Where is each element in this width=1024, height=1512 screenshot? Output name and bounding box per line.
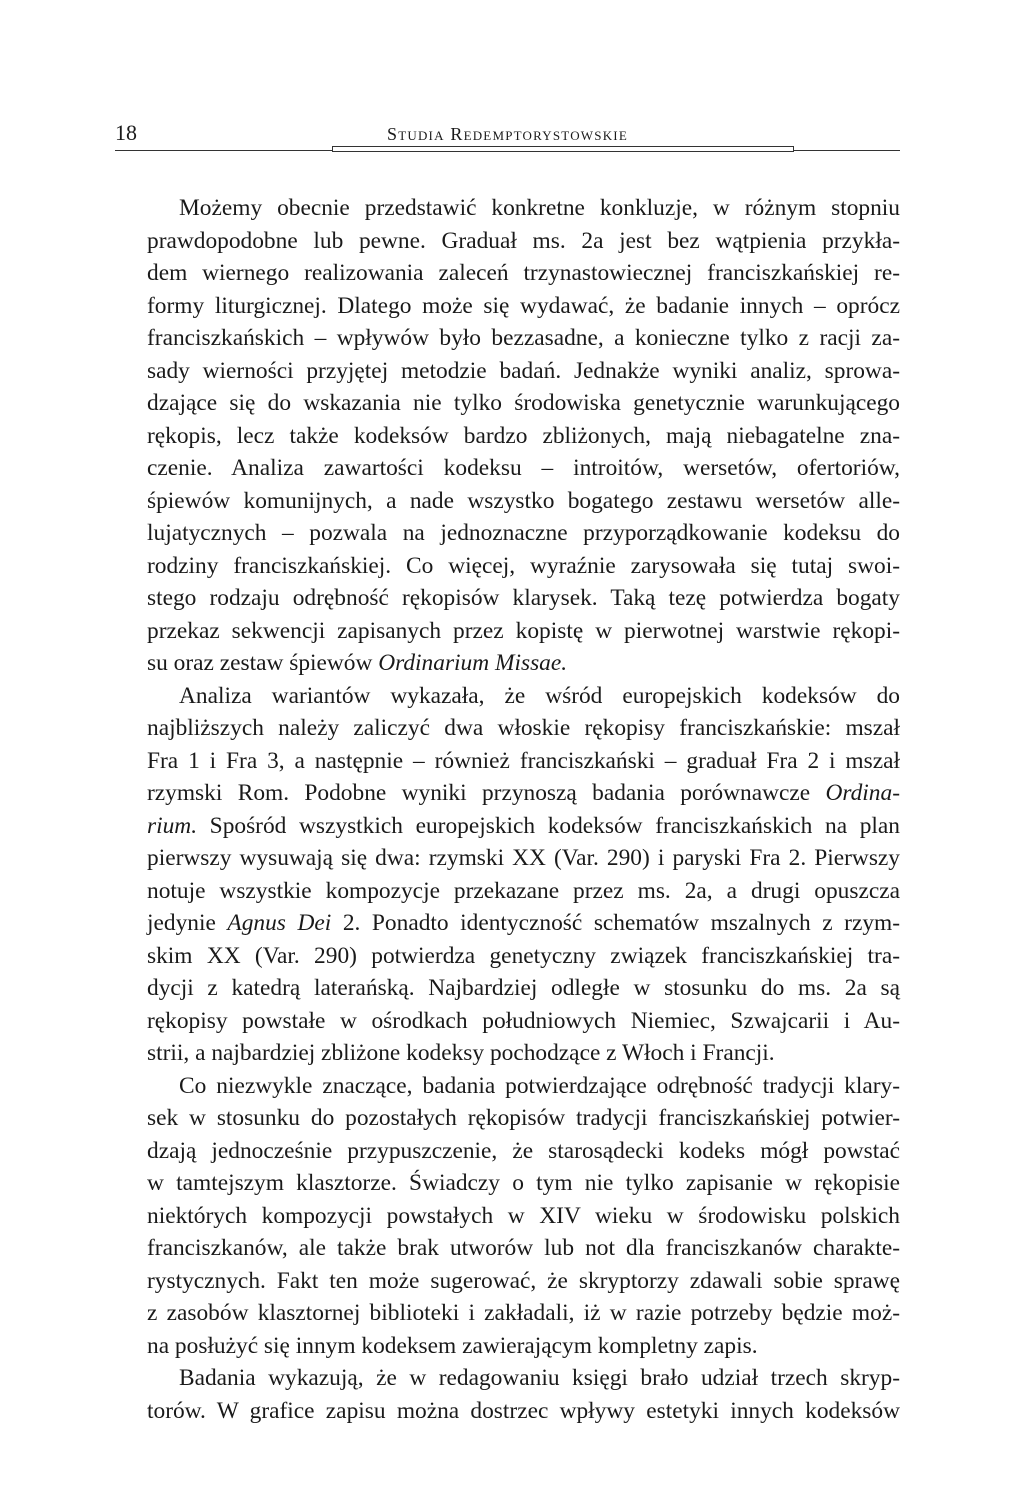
text-line — [115, 940, 900, 973]
text-segment: Spośród wszystkich europejskich kodeksów franciszkańskich na plan — [197, 812, 900, 839]
text-line — [115, 387, 900, 420]
text-segment: Możemy obecnie przedstawić konkretne konkluzje, w różnym stopniu — [179, 195, 900, 221]
text-segment: skim XX (Var. 290) potwierdza genetyczny związek franciszkańskiej tra- — [147, 942, 900, 969]
text-segment: dzają jednocześnie przypuszczenie, że starosądecki kodeks mógł powstać — [147, 1137, 900, 1164]
text-segment: na posłużyć się innym kodeksem zawierającym kompletny zapis. — [147, 1332, 758, 1359]
text-segment: Co niezwykle znaczące, badania potwierdzające odrębność tradycji klary- — [179, 1072, 900, 1099]
text-line — [115, 1167, 900, 1200]
text-segment: Analiza wariantów wykazała, że wśród europejskich kodeksów do — [179, 682, 900, 709]
text-segment: rękopisy powstałe w ośrodkach południowych Niemiec, Szwajcarii i Au- — [147, 1007, 900, 1034]
text-line — [115, 322, 900, 355]
text-segment: najbliższych należy zaliczyć dwa włoskie rękopisy franciszkańskie: mszał — [147, 715, 900, 741]
text-line — [115, 420, 900, 453]
text-segment: dycji z katedrą laterańską. Najbardziej odległe w stosunku do ms. 2a są — [147, 975, 900, 1001]
text-line — [115, 972, 900, 1005]
italic-text: Ordina- — [825, 780, 900, 806]
page-number: 18 — [115, 120, 137, 145]
text-line — [115, 550, 900, 583]
text-line — [115, 1330, 900, 1363]
text-segment: przekaz sekwencji zapisanych przez kopistę w pierwotnej warstwie rękopi- — [147, 617, 900, 644]
text-line — [115, 810, 900, 843]
text-segment: z zasobów klasztornej biblioteki i zakładali, iż w razie potrzeby będzie moż- — [147, 1300, 900, 1326]
text-line — [115, 907, 900, 940]
header-rule-ornament — [332, 146, 794, 152]
text-segment: dem wiernego realizowania zaleceń trzynastowiecznej franciszkańskiej re- — [147, 260, 900, 286]
text-line — [115, 452, 900, 485]
paragraph — [115, 680, 900, 1070]
text-line — [115, 1200, 900, 1233]
text-segment: franciszkanów, ale także brak utworów lub not dla franciszkanów charakte- — [147, 1235, 900, 1261]
text-line — [115, 777, 900, 810]
text-line — [115, 582, 900, 615]
text-segment: rzymski Rom. Podobne wyniki przynoszą badania porównawcze — [147, 780, 826, 806]
text-segment: franciszkańskich – wpływów było bezzasadne, a konieczne tylko z racji za- — [147, 325, 900, 351]
text-segment: stego rodzaju odrębność rękopisów klarysek. Taką tezę potwierdza bogaty — [147, 585, 900, 611]
text-segment: torów. W grafice zapisu można dostrzec wpływy estetyki innych kodeksów — [147, 1397, 900, 1424]
text-segment: sek w stosunku do pozostałych rękopisów tradycji franciszkańskiej potwier- — [147, 1105, 900, 1131]
text-line — [115, 647, 900, 680]
text-line — [115, 1362, 900, 1395]
text-line — [115, 257, 900, 290]
text-segment: czenie. Analiza zawartości kodeksu – introitów, wersetów, ofertoriów, — [147, 455, 900, 481]
text-segment: dzające się do wskazania nie tylko środowiska genetycznie warunkującego — [147, 390, 900, 416]
italic-text: rium. — [147, 812, 198, 839]
text-segment: pierwszy wysuwają się dwa: rzymski XX (Var. 290) i paryski Fra 2. Pierwszy — [147, 845, 900, 871]
text-segment: rękopis, lecz także kodeksów bardzo zbliżonych, mają niebagatelne zna- — [147, 422, 900, 449]
text-line — [115, 1265, 900, 1298]
text-segment: Badania wykazują, że w redagowaniu księgi brało udział trzech skryp- — [179, 1365, 900, 1391]
text-line — [115, 1005, 900, 1038]
text-line — [115, 485, 900, 518]
text-line — [115, 1102, 900, 1135]
text-segment: su oraz zestaw śpiewów — [147, 650, 379, 676]
text-segment: rodziny franciszkańskiej. Co więcej, wyraźnie zarysowała się tutaj swoi- — [147, 552, 900, 579]
text-line — [115, 355, 900, 388]
text-line — [115, 1297, 900, 1330]
text-line — [115, 1135, 900, 1168]
italic-text: Ordinarium Missae. — [378, 650, 568, 676]
text-segment: prawdopodobne lub pewne. Graduał ms. 2a jest bez wątpienia przykła- — [147, 227, 900, 254]
text-line — [115, 842, 900, 875]
text-segment: strii, a najbardziej zbliżone kodeksy pochodzące z Włoch i Francji. — [147, 1040, 775, 1066]
paragraph — [115, 192, 900, 680]
text-line — [115, 225, 900, 258]
text-segment: niektórych kompozycji powstałych w XIV wieku w środowisku polskich — [147, 1202, 900, 1229]
text-segment: jedynie — [147, 910, 228, 936]
text-segment: notuje wszystkie kompozycje przekazane przez ms. 2a, a drugi opuszcza — [147, 877, 900, 904]
italic-text: Agnus Dei — [227, 910, 332, 936]
text-segment: w tamtejszym klasztorze. Świadczy o tym nie tylko zapisanie w rękopisie — [147, 1170, 900, 1196]
journal-title: Studia Redemptorystowskie — [387, 124, 628, 144]
text-line — [115, 517, 900, 550]
text-line — [115, 1395, 900, 1428]
running-header — [115, 118, 900, 152]
text-line — [115, 615, 900, 648]
text-line — [115, 875, 900, 908]
paragraph — [115, 1070, 900, 1363]
text-line — [115, 1070, 900, 1103]
text-line — [115, 1037, 900, 1070]
text-segment: sady wierności przyjętej metodzie badań. Jednakże wyniki analiz, sprowa- — [147, 357, 900, 384]
text-line — [115, 192, 900, 225]
paragraph — [115, 1362, 900, 1427]
text-line — [115, 290, 900, 323]
text-segment: formy liturgicznej. Dlatego może się wydawać, że badanie innych – oprócz — [147, 292, 900, 319]
text-segment: 2. Ponadto identyczność schematów mszalnych z rzym- — [331, 910, 901, 936]
text-line — [115, 745, 900, 778]
text-segment: rystycznych. Fakt ten może sugerować, że skryptorzy zdawali sobie sprawę — [147, 1267, 900, 1294]
text-segment: Fra 1 i Fra 3, a następnie – również franciszkański – graduał Fra 2 i mszał — [147, 747, 900, 774]
text-line — [115, 680, 900, 713]
text-line — [115, 712, 900, 745]
text-line — [115, 1232, 900, 1265]
text-segment: lujatycznych – pozwala na jednoznaczne przyporządkowanie kodeksu do — [147, 520, 900, 546]
text-segment: śpiewów komunijnych, a nade wszystko bogatego zestawu wersetów alle- — [147, 487, 900, 514]
body-text — [115, 192, 900, 1427]
